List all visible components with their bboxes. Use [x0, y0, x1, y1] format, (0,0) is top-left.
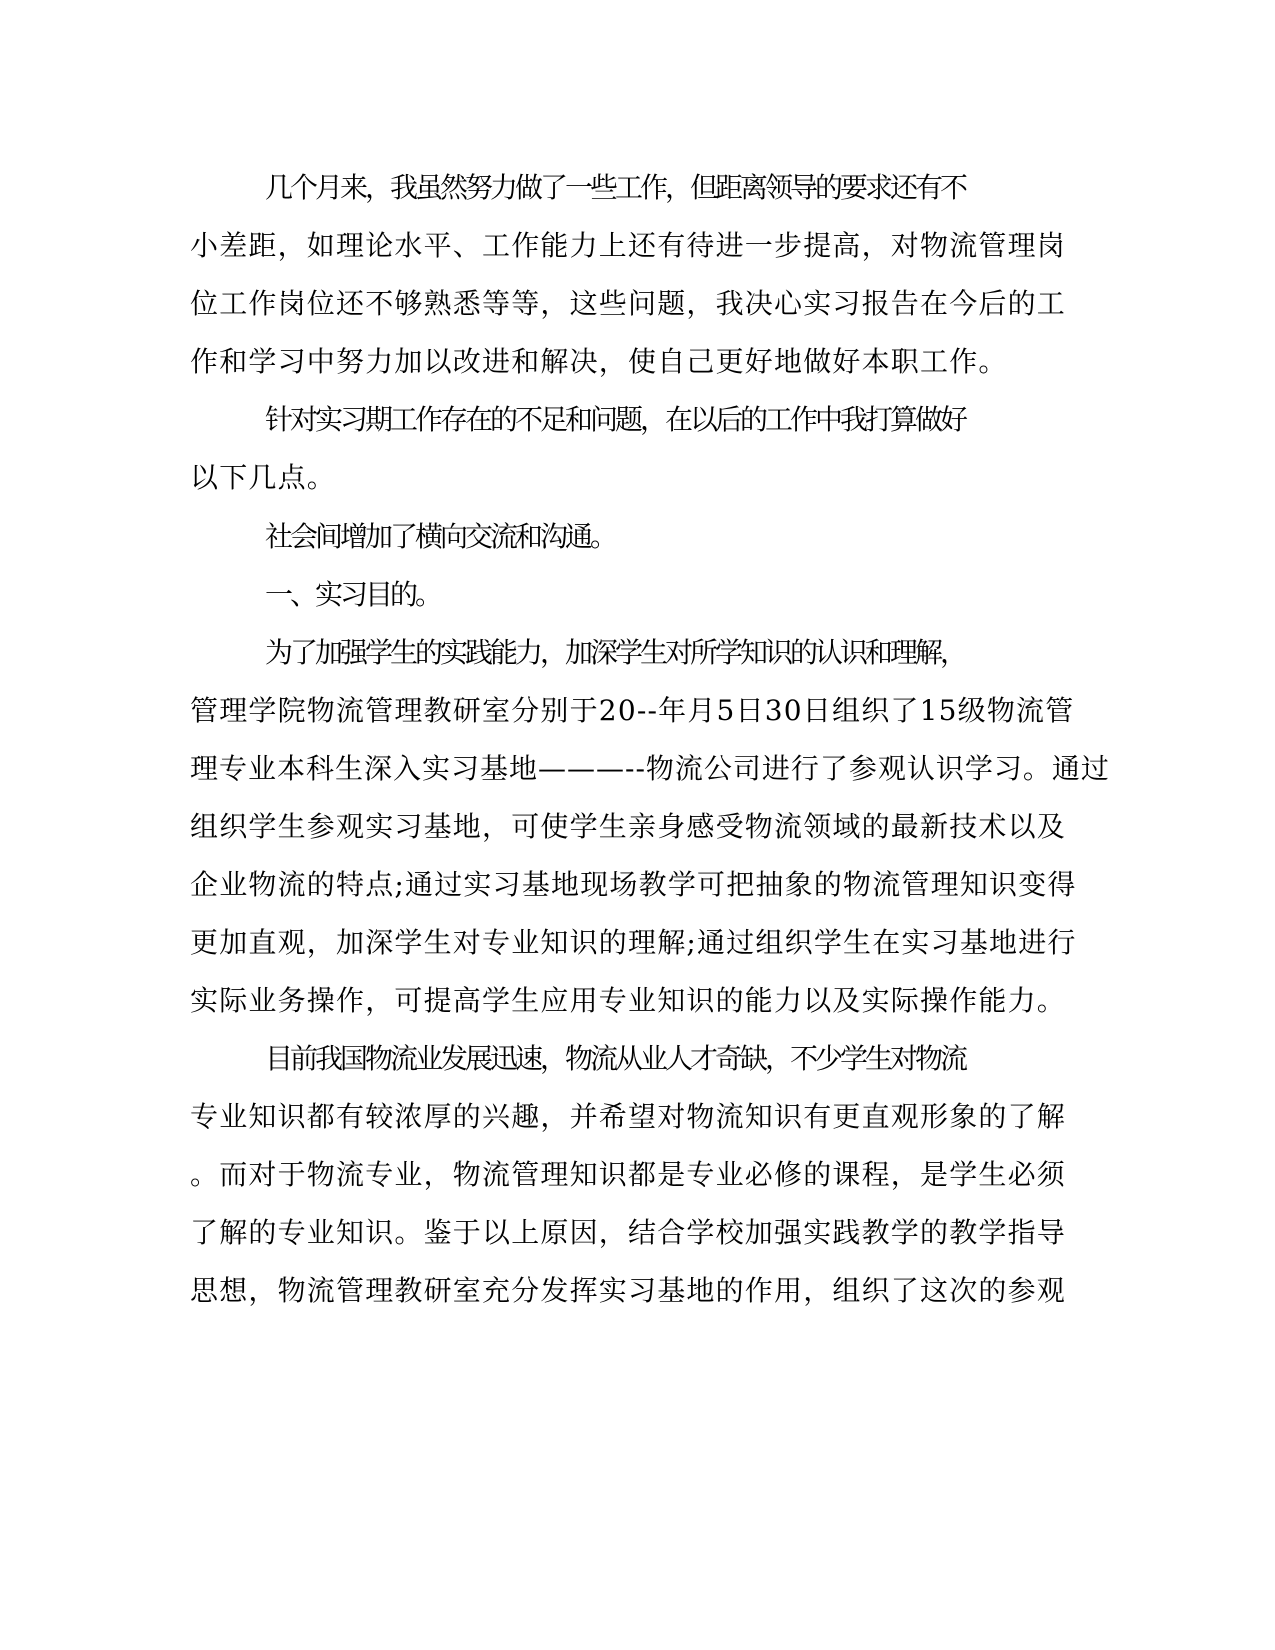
paragraph-line: 实际业务操作，可提高学生应用专业知识的能力以及实际操作能力。	[190, 984, 1067, 1017]
paragraph-line: 针对实习期工作存在的不足和问题，在以后的工作中我打算做好	[265, 403, 966, 436]
paragraph-line: 小差距，如理论水平、工作能力上还有待进一步提高，对物流管理岗	[190, 229, 1067, 262]
paragraph-line: 几个月来，我虽然努力做了一些工作，但距离领导的要求还有不	[265, 171, 966, 204]
paragraph-line: 。而对于物流专业，物流管理知识都是专业必修的课程，是学生必须	[190, 1158, 1067, 1191]
paragraph-line: 企业物流的特点;通过实习基地现场教学可把抽象的物流管理知识变得	[190, 868, 1077, 901]
paragraph-line: 社会间增加了横向交流和沟通。	[265, 520, 616, 553]
paragraph-line: 思想，物流管理教研室充分发挥实习基地的作用，组织了这次的参观	[190, 1274, 1067, 1307]
paragraph-line: 为了加强学生的实践能力，加深学生对所学知识的认识和理解，	[265, 636, 966, 669]
paragraph-line: 作和学习中努力加以改进和解决，使自己更好地做好本职工作。	[190, 345, 1008, 378]
paragraph-line: 更加直观，加深学生对专业知识的理解;通过组织学生在实习基地进行	[190, 926, 1077, 959]
paragraph-line: 理专业本科生深入实习基地———--物流公司进行了参观认识学习。通过	[190, 752, 1110, 785]
paragraph-line: 管理学院物流管理教研室分别于20--年月5日30日组织了15级物流管	[190, 694, 1075, 727]
paragraph-line: 目前我国物流业发展迅速，物流从业人才奇缺，不少学生对物流	[265, 1042, 966, 1075]
paragraph-line: 以下几点。	[190, 461, 337, 494]
paragraph-line: 专业知识都有较浓厚的兴趣，并希望对物流知识有更直观形象的了解	[190, 1100, 1067, 1133]
paragraph-line: 了解的专业知识。鉴于以上原因，结合学校加强实践教学的教学指导	[190, 1216, 1067, 1249]
section-heading: 一、实习目的。	[265, 578, 441, 611]
paragraph-line: 位工作岗位还不够熟悉等等，这些问题，我决心实习报告在今后的工	[190, 287, 1067, 320]
paragraph-line: 组织学生参观实习基地，可使学生亲身感受物流领域的最新技术以及	[190, 810, 1067, 843]
